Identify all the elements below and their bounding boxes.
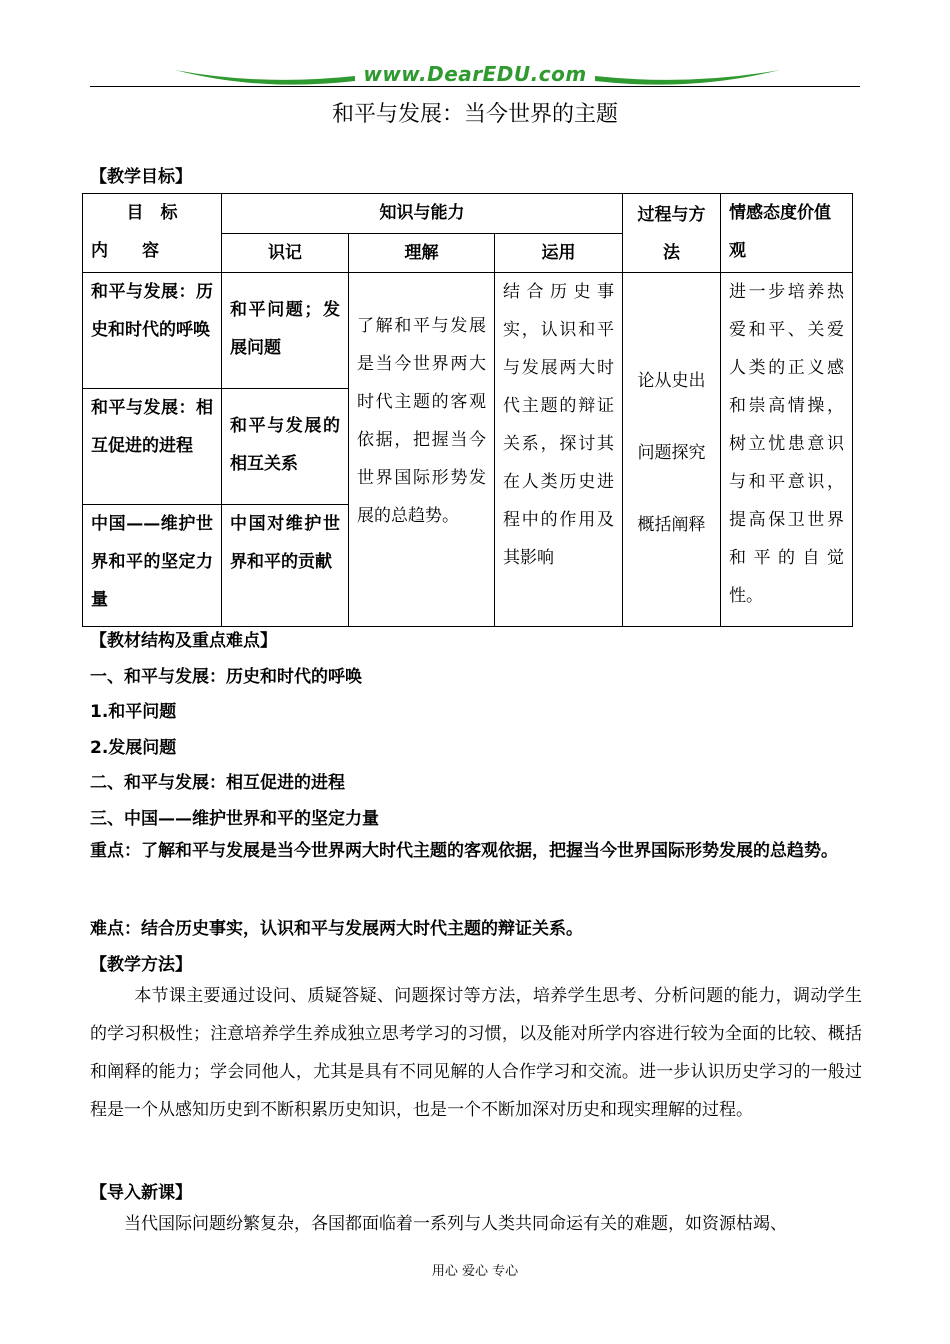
header-target-cell [83, 194, 222, 273]
structure-line-5: 三、中国——维护世界和平的坚定力量 [90, 809, 379, 829]
method-text: 本节课主要通过设问、质疑答疑、问题探讨等方法，培养学生思考、分析问题的能力，调动学生的学习积极性；注意培养学生养成独立思考学习的习惯，以及能对所学内容进行较为全面的比较、概括和阐释的能力；学会同他人，尤其是具有不同见解的人合作学习和交流。进一步认识历史学习的一般过程是一个从感知历史到不断积累历史知识，也是一个不断加深对历史和现实理解的过程。 [90, 986, 862, 1120]
header-target-top: 目 标 [126, 203, 178, 223]
site-logo: www.DearEDU.com [363, 62, 587, 86]
row3-recall: 中国对维护世界和平的贡献 [222, 505, 349, 627]
header-emotion: 情感态度价值观 [721, 194, 853, 273]
method-heading: 【教学方法】 [90, 955, 192, 975]
row1-recall: 和平问题；发展问题 [222, 273, 349, 389]
process-item-2: 问题探究 [637, 443, 706, 463]
header-target-bottom: 内 容 [91, 241, 159, 261]
structure-line-4: 二、和平与发展：相互促进的进程 [90, 773, 345, 793]
structure-heading: 【教材结构及重点难点】 [90, 631, 277, 651]
apply-text: 结合历史事实，认识和平与发展两大时代主题的辩证关系，探讨其在人类历史进程中的作用及其影响 [495, 273, 623, 627]
header-divider [90, 86, 860, 87]
process-cell [623, 273, 721, 627]
row1-content: 和平与发展：历史和时代的呼唤 [83, 273, 222, 389]
emotion-text: 进一步培养热爱和平、关爱人类的正义感和崇高情操，树立忧患意识与和平意识，提高保卫世界和平的自觉性。 [721, 273, 853, 627]
table-header-row [83, 194, 853, 234]
header-understand: 理解 [349, 233, 495, 273]
row3-content: 中国——维护世界和平的坚定力量 [83, 505, 222, 627]
row2-recall: 和平与发展的相互关系 [222, 389, 349, 505]
header-apply: 运用 [495, 233, 623, 273]
row2-content: 和平与发展：相互促进的进程 [83, 389, 222, 505]
understand-text: 了解和平与发展是当今世界两大时代主题的客观依据，把握当今世界国际形势发展的总趋势。 [349, 273, 495, 627]
header-knowledge: 知识与能力 [222, 194, 623, 234]
page-title: 和平与发展：当今世界的主题 [331, 102, 618, 127]
structure-line-2: 1.和平问题 [90, 702, 177, 722]
objectives-table [82, 193, 853, 627]
table-row [83, 273, 853, 389]
objectives-heading: 【教学目标】 [90, 167, 192, 187]
process-item-3: 概括阐释 [637, 515, 706, 535]
key-point: 重点：了解和平与发展是当今世界两大时代主题的客观依据，把握当今世界国际形势发展的总趋势。 [90, 841, 838, 861]
structure-line-3: 2.发展问题 [90, 738, 177, 758]
structure-line-1: 一、和平与发展：历史和时代的呼唤 [90, 667, 362, 687]
intro-heading: 【导入新课】 [90, 1183, 192, 1203]
page-footer: 用心 爱心 专心 [431, 1264, 519, 1279]
intro-text: 当代国际问题纷繁复杂，各国都面临着一系列与人类共同命运有关的难题，如资源枯竭、 [124, 1214, 787, 1234]
header-process: 过程与方法 [623, 194, 721, 273]
process-item-1: 论从史出 [637, 371, 706, 391]
difficulty: 难点：结合历史事实，认识和平与发展两大时代主题的辩证关系。 [90, 919, 583, 939]
header-recall: 识记 [222, 233, 349, 273]
